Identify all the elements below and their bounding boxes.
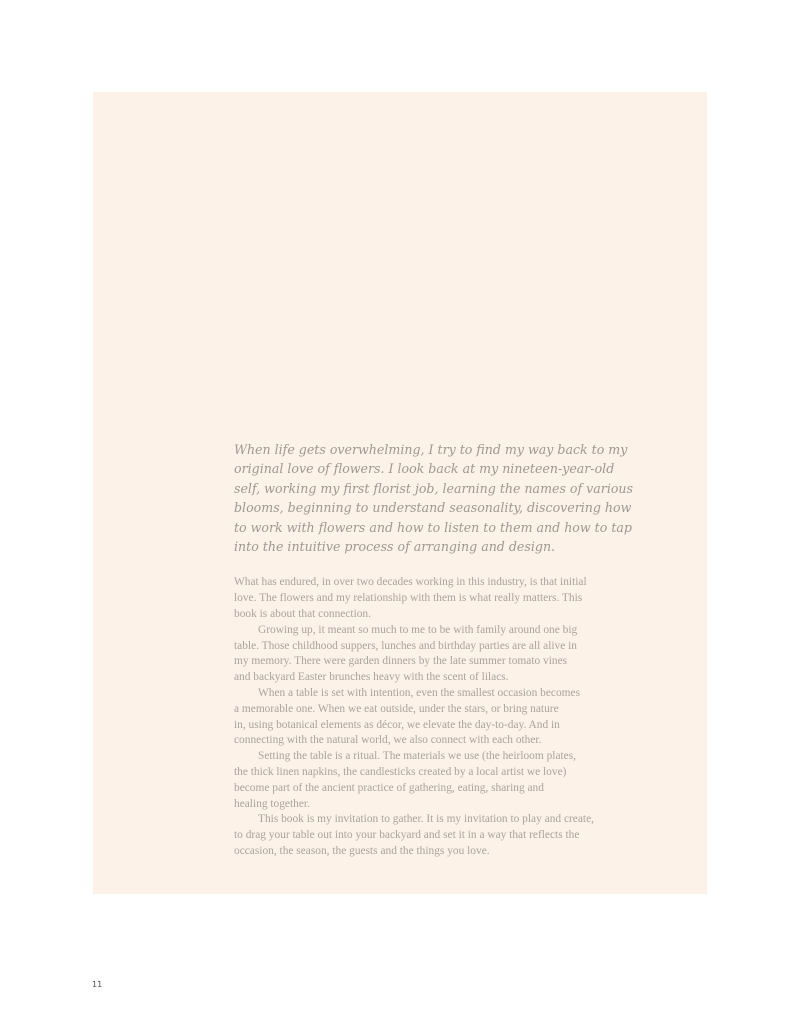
body-paragraph-2: Growing up, it meant so much to me to be with family around one big table. Those childhood suppers, lunches and birthday parties are all alive in my memory. There were garden dinners by the late summer tomato vines and backyard Easter brunches heavy with the scent of lilacs. [234,623,578,684]
body-paragraph-3: When a table is set with intention, even the smallest occasion becomes a memorable one. When we eat outside, under the stars, or bring nature in, using botanical elements as décor, we elevate the day-to-day. And in connecting with the natural world, we also connect with each other. [234,687,581,747]
page-number: 11 [92,980,103,989]
body-paragraph-1: What has endured, in over two decades working in this industry, is that initial love. The flowers and my relationship with them is what really matters. This book is about that connection. [234,576,587,621]
intro-quote: When life gets overwhelming, I try to find my way back to my original love of flowers. I look back at my nineteen-year-old self, working my first florist job, learning the names of various blooms, beginning to understand seasonality, discovering how to work with flowers and how to listen to them and how to tap into the intuitive process of arranging and design. [234,442,634,555]
body-paragraph-4: Setting the table is a ritual. The materials we use (the heirloom plates, the thick linen napkins, the candlesticks created by a local artist we love) become part of the ancient practice of gathering, eating, sharing and healing together. [234,750,577,810]
body-paragraph-5: This book is my invitation to gather. It is my invitation to play and create, to drag your table out into your backyard and set it in a way that reflects the occasion, the season, the guests and the things you love. [234,813,594,857]
body-text-block [234,440,654,860]
